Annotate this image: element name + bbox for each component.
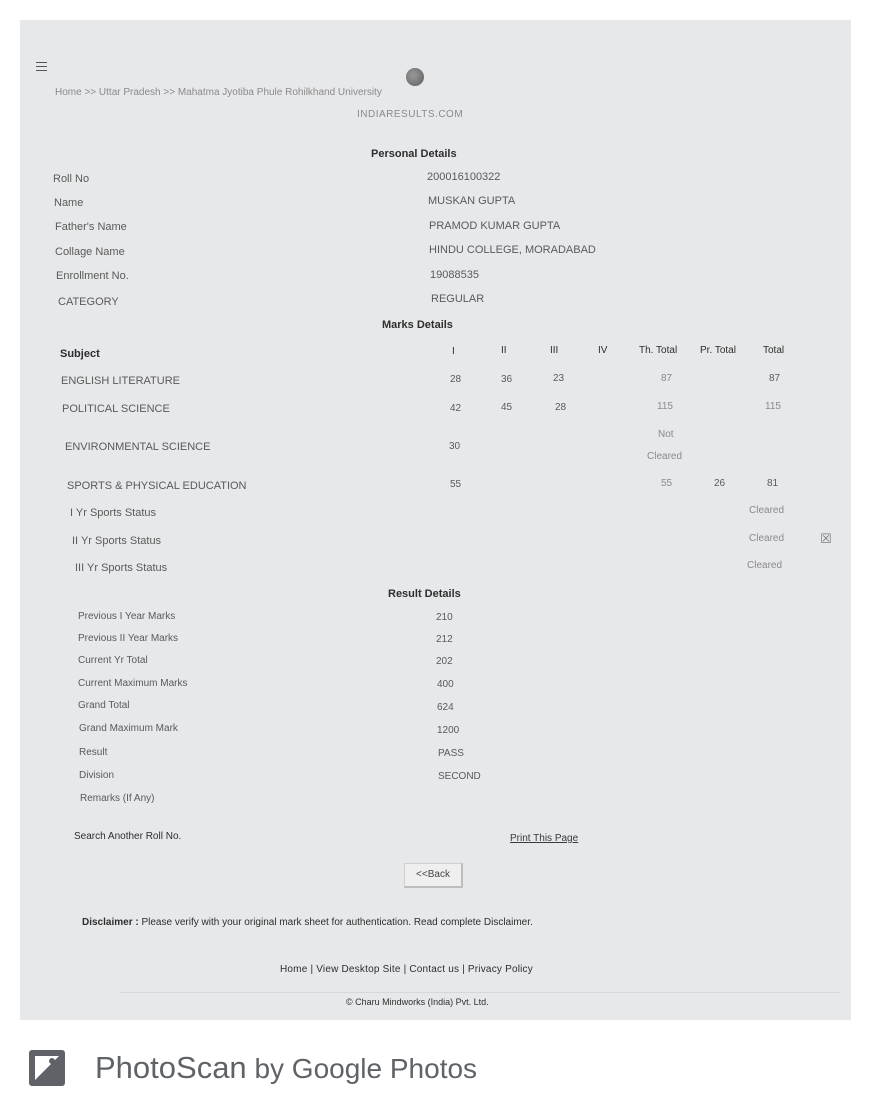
result-value: SECOND: [438, 771, 481, 782]
disclaimer: [82, 917, 533, 928]
result-label: Division: [79, 770, 115, 781]
breadcrumb[interactable]: Home >> Uttar Pradesh >> Mahatma Jyotiba Phule Rohilkhand University: [55, 87, 382, 98]
college-name-value: HINDU COLLEGE, MORADABAD: [429, 244, 596, 256]
sports-status-value: Cleared: [749, 505, 785, 516]
result-value: 212: [436, 634, 453, 645]
col-subject: Subject: [60, 348, 100, 360]
sports-status-value: Cleared: [747, 560, 783, 571]
subject-name: POLITICAL SCIENCE: [62, 403, 170, 415]
result-details-heading: Result Details: [388, 588, 461, 600]
mark-total: 115: [765, 401, 781, 412]
subject-name: ENGLISH LITERATURE: [61, 375, 180, 387]
mark-iii: 23: [553, 373, 565, 384]
result-label: Grand Total: [78, 700, 130, 711]
mark-ii: 45: [501, 402, 513, 413]
footer-divider: [120, 992, 840, 993]
fathers-name-label: Father's Name: [55, 221, 127, 233]
result-label: Current Maximum Marks: [78, 678, 188, 689]
marks-details-heading: Marks Details: [382, 319, 453, 331]
footer-links[interactable]: Home | View Desktop Site | Contact us | Privacy Policy: [280, 964, 533, 975]
mark-pr-total: 26: [714, 478, 726, 489]
scanned-page: [20, 20, 851, 1020]
result-label: Previous I Year Marks: [78, 611, 176, 622]
mark-i: 30: [449, 441, 461, 452]
result-value: 202: [436, 656, 453, 667]
name-label: Name: [54, 197, 84, 209]
category-label: CATEGORY: [58, 296, 119, 308]
result-value: 400: [437, 679, 454, 690]
photoscan-by-text: by Google Photos: [246, 1053, 478, 1084]
sports-status-label: III Yr Sports Status: [75, 562, 168, 574]
col-total: Total: [763, 345, 785, 356]
subject-name: ENVIRONMENTAL SCIENCE: [65, 441, 211, 453]
photoscan-watermark: [95, 1050, 477, 1086]
sports-status-label: II Yr Sports Status: [72, 535, 162, 547]
sports-status-label: I Yr Sports Status: [70, 507, 157, 519]
enrollment-label: Enrollment No.: [56, 270, 129, 282]
disclaimer-title: Disclaimer :: [82, 917, 139, 928]
col-ii: II: [501, 345, 507, 356]
result-label: Remarks (If Any): [80, 793, 155, 804]
photoscan-app-name: PhotoScan: [95, 1050, 247, 1085]
result-label: Current Yr Total: [78, 655, 148, 666]
mark-i: 42: [450, 403, 462, 414]
sports-status-value: Cleared: [749, 533, 785, 544]
col-iv: IV: [598, 345, 608, 356]
result-value: 624: [437, 702, 454, 713]
back-button[interactable]: <<Back: [404, 863, 463, 888]
col-pr-total: Pr. Total: [700, 345, 736, 356]
close-icon[interactable]: ☒: [820, 531, 832, 546]
mark-ii: 36: [501, 374, 513, 385]
print-page-link[interactable]: Print This Page: [510, 833, 579, 844]
col-th-total: Th. Total: [639, 345, 678, 356]
fathers-name-value: PRAMOD KUMAR GUPTA: [429, 220, 561, 232]
disclaimer-text[interactable]: Please verify with your original mark sheet for authentication. Read complete Disclaimer.: [138, 917, 533, 928]
roll-no-label: Roll No: [53, 173, 90, 185]
mark-i: 55: [450, 479, 462, 490]
globe-logo-icon: [406, 68, 424, 86]
mark-th-total: 87: [661, 373, 673, 384]
hamburger-menu-icon[interactable]: [36, 62, 47, 71]
copyright: © Charu Mindworks (India) Pvt. Ltd.: [346, 997, 489, 1007]
roll-no-value: 200016100322: [427, 171, 501, 183]
mark-total: 81: [767, 478, 779, 489]
mark-th-status: Cleared: [647, 451, 683, 462]
mark-total: 87: [769, 373, 781, 384]
mark-th-total: 55: [661, 478, 673, 489]
site-name: INDIARESULTS.COM: [357, 109, 464, 120]
mark-th-total: 115: [657, 401, 673, 412]
result-label: Previous II Year Marks: [78, 633, 179, 644]
college-name-label: Collage Name: [55, 246, 125, 258]
result-label: Result: [79, 747, 108, 758]
result-label: Grand Maximum Mark: [79, 723, 178, 734]
col-i: I: [452, 346, 455, 357]
enrollment-value: 19088535: [430, 269, 479, 281]
search-another-roll-link[interactable]: Search Another Roll No.: [74, 831, 182, 842]
personal-details-heading: Personal Details: [371, 148, 457, 160]
mark-th-status: Not: [658, 429, 674, 440]
photoscan-logo-icon: [28, 1049, 66, 1087]
mark-iii: 28: [555, 402, 567, 413]
result-value: 210: [436, 612, 453, 623]
result-value: 1200: [437, 725, 460, 736]
name-value: MUSKAN GUPTA: [428, 195, 516, 207]
col-iii: III: [550, 345, 559, 356]
mark-i: 28: [450, 374, 462, 385]
category-value: REGULAR: [431, 293, 485, 305]
subject-name: SPORTS & PHYSICAL EDUCATION: [67, 480, 247, 492]
result-value: PASS: [438, 748, 464, 759]
